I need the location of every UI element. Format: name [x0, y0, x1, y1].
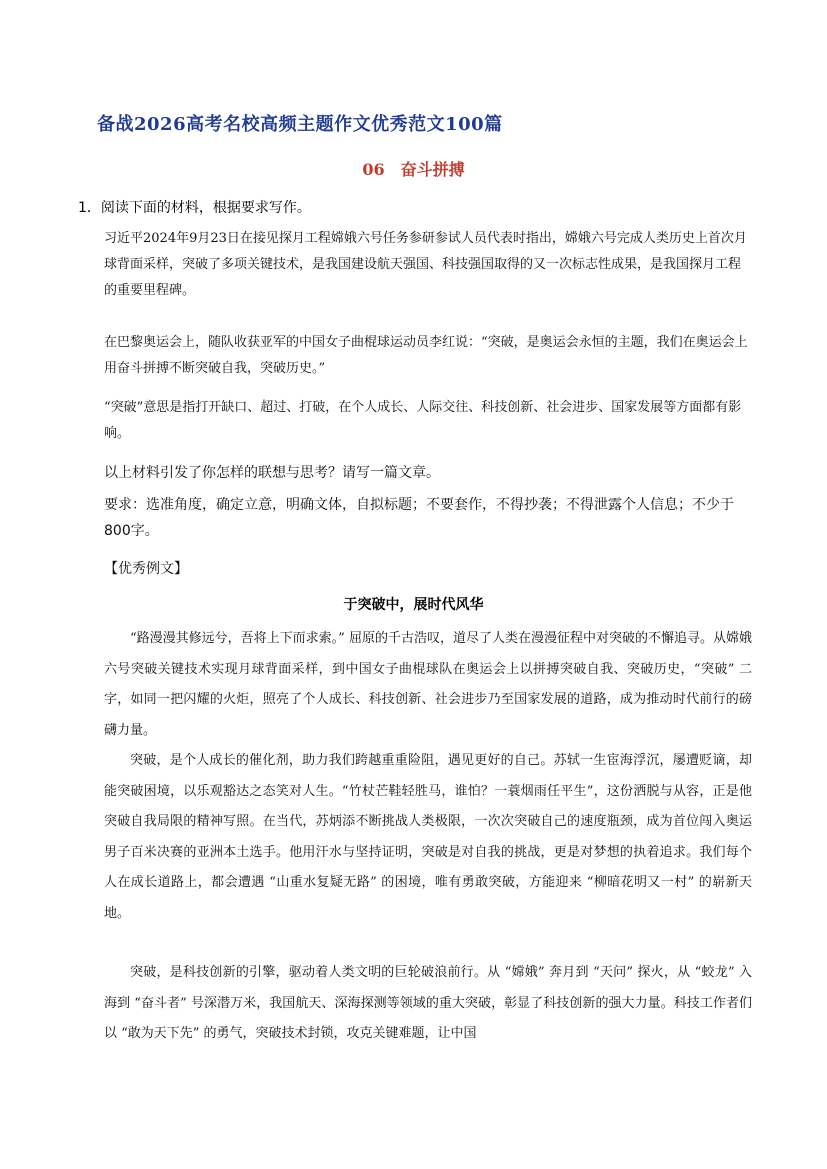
chapter-heading	[0, 157, 827, 180]
question-line	[78, 197, 311, 217]
task-text: 以上材料引发了你怎样的联想与思考？请写一篇文章。	[104, 465, 440, 481]
material-paragraph: 习近平2024年9月23日在接见探月工程嫦娥六号任务参研参试人员代表时指出，嫦娥六号完成人类历史上首次月球背面采样，突破了多项关键技术，是我国建设航天强国、科技强国取得的又一次标志性成果，是我国探月工程的重要里程碑。	[104, 231, 747, 298]
essay-paragraph: 突破，是科技创新的引擎，驱动着人类文明的巨轮破浪前行。从 “嫦娥” 奔月到 “天问” 探火，从 “蛟龙” 入海到 “奋斗者” 号深潜万米，我国航天、深海探测等领域的重大突破，彰显了科技创新的强大力量。科技工作者们以 “敢为天下先” 的勇气，突破技术封锁，攻克关键难题，让中国	[104, 965, 752, 1041]
material-paragraph: 在巴黎奥运会上，随队收获亚军的中国女子曲棍球运动员李红说：“突破，是奥运会永恒的主题，我们在奥运会上用奋斗拼搏不断突破自我，突破历史。”	[104, 335, 748, 376]
question-number: 1．	[78, 200, 101, 216]
chapter-number: 06	[362, 160, 385, 179]
essay-paragraph: 突破，是个人成长的催化剂，助力我们跨越重重险阻，遇见更好的自己。苏轼一生宦海浮沉，屡遭贬谪，却能突破困境，以乐观豁达之态笑对人生。“竹杖芒鞋轻胜马，谁怕？一蓑烟雨任平生”，这份洒脱与从容，正是他突破自我局限的精神写照。在当代，苏炳添不断挑战人类极限，一次次突破自己的速度瓶颈，成为首位闯入奥运男子百米决赛的亚洲本土选手。他用汗水与坚持证明，突破是对自我的挑战，更是对梦想的执着追求。我们每个人在成长道路上，都会遭遇 “山重水复疑无路” 的困境，唯有勇敢突破，方能迎来 “柳暗花明又一村” 的崭新天地。	[104, 753, 752, 921]
essay-title: 于突破中，展时代风华	[343, 597, 484, 613]
series-title: 备战2026高考名校高频主题作文优秀范文100篇	[97, 114, 503, 135]
chapter-title: 奋斗拼搏	[400, 160, 465, 179]
essay-paragraph: “路漫漫其修远兮，吾将上下而求索。” 屈原的千古浩叹，道尽了人类在漫漫征程中对突破的不懈追寻。从嫦娥六号突破关键技术实现月球背面采样，到中国女子曲棍球队在奥运会上以拼搏突破自我、突破历史，“突破” 二字，如同一把闪耀的火炬，照亮了个人成长、科技创新、社会进步乃至国家发展的道路，成为推动时代前行的磅礴力量。	[104, 631, 752, 738]
question-prompt: 阅读下面的材料，根据要求写作。	[100, 200, 311, 216]
material-paragraph: “突破”意思是指打开缺口、超过、打破，在个人成长、人际交往、科技创新、社会进步、国家发展等方面都有影响。	[104, 400, 742, 441]
requirements-text: 要求：选准角度，确定立意，明确文体，自拟标题；不要套作，不得抄袭；不得泄露个人信息；不少于800字。	[104, 497, 734, 539]
section-label: 【优秀例文】	[104, 561, 188, 577]
